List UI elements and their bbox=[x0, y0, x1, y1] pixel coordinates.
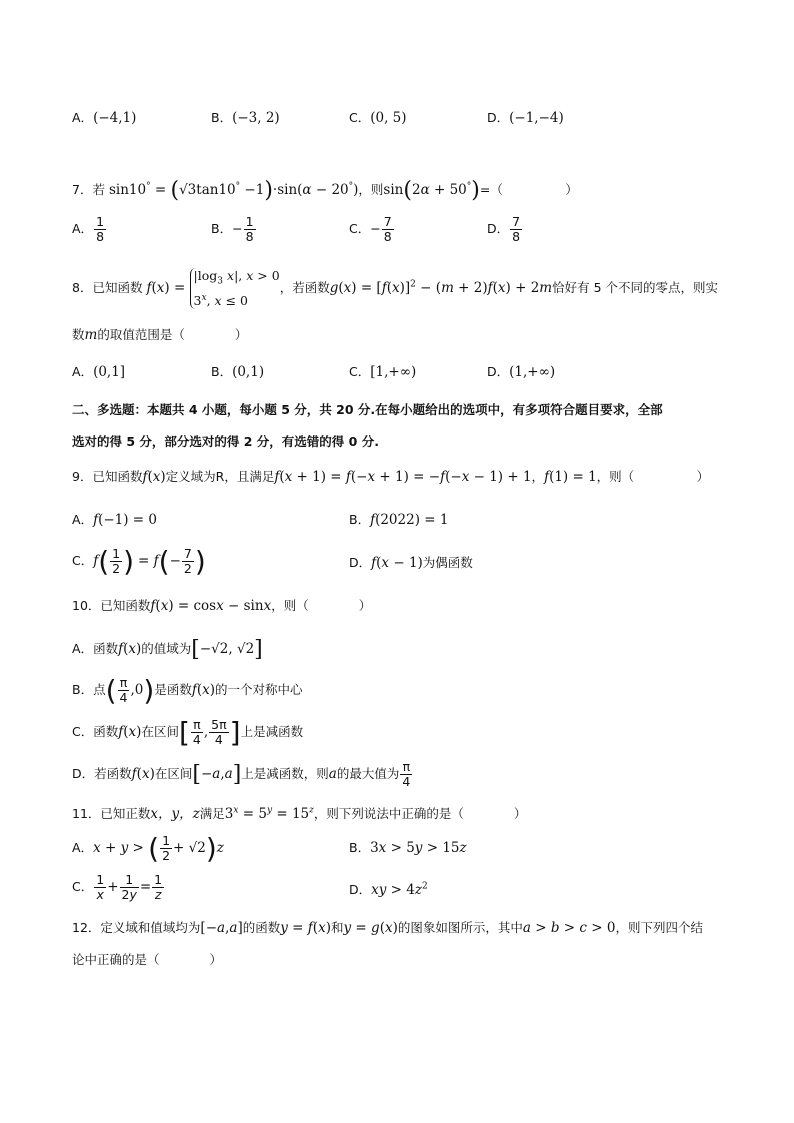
q10-option-c: C．函数f(x)在区间[ $\frac{\pi}{4}$ , $\frac{5\pi}{4}$ ]上是减函数 bbox=[72, 716, 304, 749]
q7-stem: 7．若 sin10° = (√3tan10° −1)·sin(α − 20°)，则sin(2α + 50°)=（ ） bbox=[72, 178, 578, 203]
q6-option-b: B．(−3, 2) bbox=[211, 110, 280, 126]
q7-option-a: A． $\frac{1}{8}$ bbox=[72, 214, 105, 244]
q8-option-a: A．(0,1] bbox=[72, 364, 126, 380]
q10-option-a: A．函数f(x)的值域为[−√2, √2] bbox=[72, 637, 263, 662]
q11-option-a: A．x + y > ( $\frac{1}{2}$ + √2)z bbox=[72, 832, 224, 865]
q11-option-d: D．xy > $4z^2$ bbox=[349, 881, 428, 898]
q12-stem-line2: 论中正确的是（ ） bbox=[72, 952, 223, 967]
section-2-heading-line2: 选对的得 5 分，部分选对的得 2 分，有选错的得 0 分. bbox=[72, 434, 379, 449]
q9-option-a: A．f(−1) = 0 bbox=[72, 512, 157, 528]
q8-option-d: D．(1,+∞) bbox=[487, 364, 556, 380]
q11-option-b: B．3x > 5y > 15z bbox=[349, 840, 467, 856]
q10-stem: 10．已知函数f(x) = cosx − sinx，则（ ） bbox=[72, 598, 372, 614]
q7-option-d: D． $\frac{7}{8}$ bbox=[487, 214, 521, 244]
q8-stem: 8．已知函数 $f(x) = |\log_3$ x|, x > 0 3$^x$, x ≤ 0，若函数$g(x) = [f(x)]^2 - (m + 2)f(x) + 2m$恰好有 5 个不同的零点，则实 bbox=[72, 268, 718, 308]
q12-stem: 12．定义域和值域均为[−a,a]的函数y = f(x)和y = g(x)的图象如图所示，其中a > b > c > 0，则下列四个结 bbox=[72, 920, 703, 936]
q8-option-c: C．[1,+∞) bbox=[349, 364, 417, 380]
q7-option-c: C．− $\frac{7}{8}$ bbox=[349, 214, 392, 244]
q9-option-d: D．f(x − 1)为偶函数 bbox=[349, 555, 473, 571]
q6-option-d: D．(−1,−4) bbox=[487, 110, 564, 126]
q6-option-c: C．(0, 5) bbox=[349, 110, 407, 126]
q10-option-d: D．若函数f(x)在区间[−a,a]上是减函数，则a的最大值为 $\frac{\pi}{4}$ bbox=[72, 759, 411, 789]
q11-option-c: C． $\frac{1}{x}$ + $\frac{1}{2y}$ = $\frac{1}{z}$ bbox=[72, 872, 163, 902]
q10-option-b: B．点( $\frac{\pi}{4}$ ,0)是函数f(x)的一个对称中心 bbox=[72, 674, 303, 707]
q9-option-c: C．f( $\frac{1}{2}$ ) = f(− $\frac{7}{2}$ ) bbox=[72, 545, 206, 578]
q9-option-b: B．f(2022) = 1 bbox=[349, 512, 449, 528]
section-2-heading: 二、多选题：本题共 4 小题，每小题 5 分，共 20 分.在每小题给出的选项中，有多项符合题目要求，全部 bbox=[72, 402, 663, 417]
q9-stem: 9．已知函数f(x)定义域为R，且满足f(x + 1) = f(−x + 1) = −f(−x − 1) + 1，f(1) = 1，则（ ） bbox=[72, 469, 710, 485]
q6-option-a: A．(−4,1) bbox=[72, 110, 137, 126]
q8-option-b: B．(0,1) bbox=[211, 364, 265, 380]
q11-stem: 11．已知正数x，y，z满足$3^x = 5^y = 15^z$，则下列说法中正确的是（ ） bbox=[72, 805, 527, 822]
q8-stem-line2: 数m的取值范围是（ ） bbox=[72, 327, 248, 343]
q7-option-b: B．− $\frac{1}{8}$ bbox=[211, 214, 254, 244]
